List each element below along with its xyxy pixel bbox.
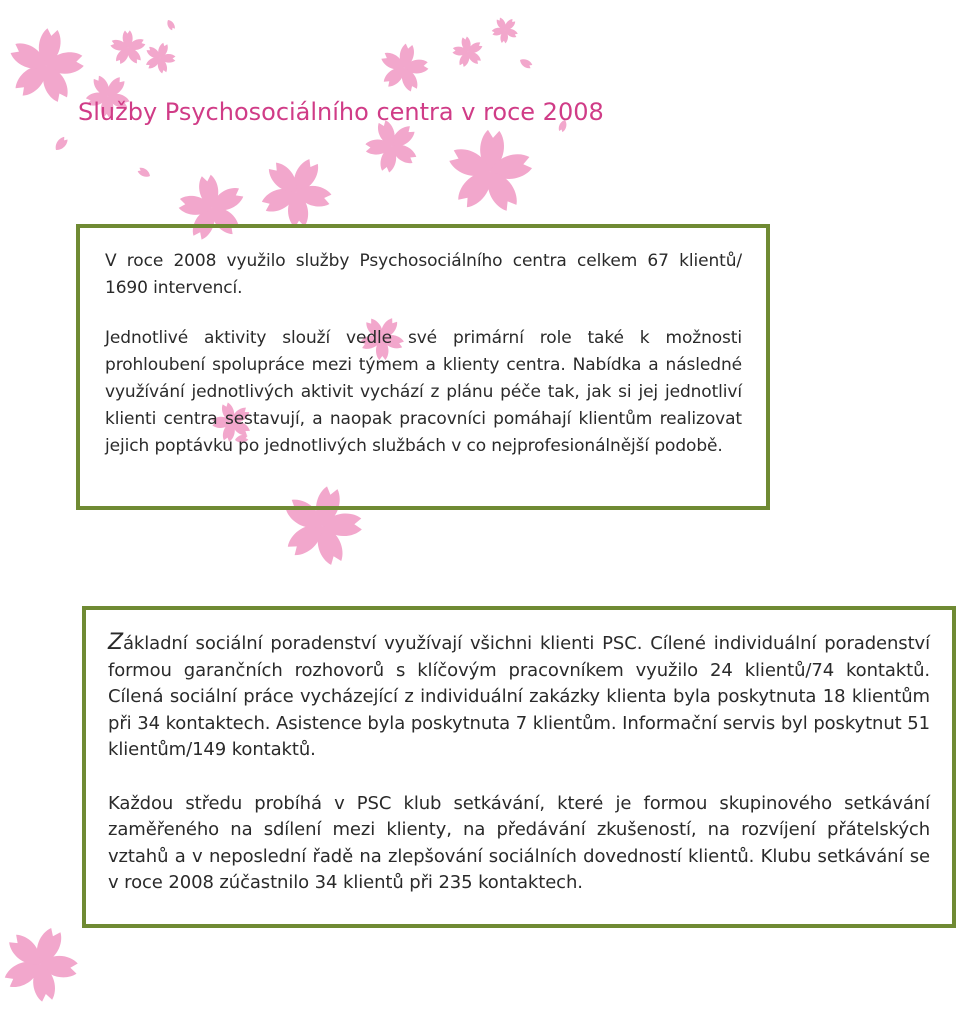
cherry-blossom-icon (106, 25, 151, 71)
clients-summary-box (76, 224, 770, 510)
summary-paragraph: V roce 2008 využilo služby Psychosociálního centra celkem 67 klientů/ 1690 intervencí. (105, 251, 742, 298)
services-detail-box (82, 606, 956, 928)
falling-petal-icon (518, 57, 533, 70)
counseling-text: ákladní sociální poradenství využívají všichni klienti PSC. Cílené individuální poradenství formou garančních rozhovorů s klíčovým pracovníkem využilo 24 klientů/74 kontaktů. Cílená sociální práce vycházející z individuální zakázky klienta byla poskytnuta 18 klientům při 34 kontaktech. Asistence byla poskytnuta 7 klientům. Informační servis byl poskytnut 51 klientům/149 kontaktů. (108, 633, 930, 760)
cherry-blossom-icon (375, 39, 434, 96)
cherry-blossom-icon (140, 38, 180, 78)
cherry-blossom-icon (447, 30, 489, 73)
cherry-blossom-icon (443, 127, 537, 217)
cherry-blossom-icon (0, 914, 91, 1014)
counseling-paragraph (108, 630, 930, 764)
falling-petal-icon (53, 135, 70, 152)
page-title: Služby Psychosociálního centra v roce 2008 (78, 98, 604, 126)
cherry-blossom-icon (1, 22, 90, 108)
drop-cap: Z (108, 630, 123, 655)
falling-petal-icon (137, 166, 152, 179)
club-paragraph: Každou středu probíhá v PSC klub setkávání, které je formou skupinového setkávání zaměřeného na sdílení mezi klienty, na předávání zkušeností, na rozvíjení přátelských vztahů a v neposlední řadě na zlepšování sociálních dovedností klientů. Klubu setkávání se v roce 2008 zúčastnilo 34 klientů při 235 kontaktech. (108, 792, 930, 893)
activities-paragraph: Jednotlivé aktivity slouží vedle své primární role také k možnosti prohloubení spolupráce mezi týmem a klienty centra. Nabídka a následné využívání jednotlivých aktivit vychází z plánu péče tak, jak si jej jednotliví klienti centra sestavují, a naopak pracovníci pomáhají klientům realizovat jejich poptávku po jednotlivých službách v co nejprofesionálnější podobě. (105, 328, 742, 456)
falling-petal-icon (165, 18, 176, 31)
cherry-blossom-icon (487, 12, 524, 48)
